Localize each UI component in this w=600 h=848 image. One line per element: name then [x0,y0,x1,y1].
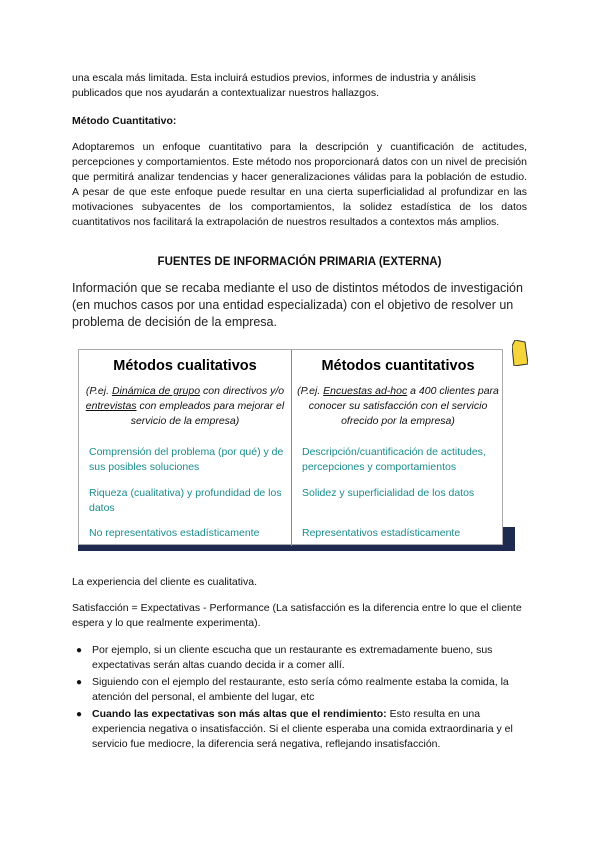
bullet-list [72,643,527,754]
intro-paragraph: una escala más limitada. Esta incluirá estudios previos, informes de industria y análisis publicados que nos ayudarán a contextualizar nuestros hallazgos. [72,72,476,99]
qualitative-row-2: Riqueza (cualitativa) y profundidad de los datos [89,487,282,514]
quantitative-row-1: Descripción/cuantificación de actitudes, percepciones y comportamientos [302,446,486,473]
qualitative-title: Métodos cualitativos [113,358,257,374]
quant-method-title: Método Cuantitativo: [72,115,177,127]
section-heading: FUENTES DE INFORMACIÓN PRIMARIA (EXTERNA) [157,256,442,268]
quantitative-row-2: Solidez y superficialidad de los datos [302,487,475,499]
quantitative-row-3: Representativos estadísticamente [302,527,461,539]
quantitative-example: (P.ej. Encuestas ad-hoc a 400 clientes para conocer su satisfacción con el servicio ofrecido por la empresa) [297,385,499,427]
methods-table [78,349,503,545]
quantitative-title: Métodos cuantitativos [321,358,475,374]
bullet-icon: ● [76,645,83,656]
quant-method-body: Adoptaremos un enfoque cuantitativo para la descripción y cuantificación de actitudes, percepciones y comportamientos. Este método nos proporcionará datos con un nivel de precisión que permitirá analizar tendencias y hacer generalizaciones válidas para la población de estudio. A pesar de que este enfoque puede resultar en una cierta superficialidad al profundizar en las motivaciones subyacentes de los comportamientos, la solidez estadística de los datos cuantitativos nos facilitará la extrapolación de nuestros resultados a contextos más amplios. [72,141,527,228]
list-item: ● Por ejemplo, si un cliente escucha que un restaurante es extremadamente bueno, sus expectativas serán altas cuando decida ir a comer allí. [76,644,493,671]
section-lead: Información que se recaba mediante el uso de distintos métodos de investigación (en muchos casos por una entidad especializada) con el objetivo de resolver un problema de decisión de la empresa. [72,281,523,329]
list-item: ● Siguiendo con el ejemplo del restaurante, esto sería cómo realmente estaba la comida, la atención del personal, el ambiente del lugar, etc [76,676,509,703]
experience-text: La experiencia del cliente es cualitativa. [72,576,258,588]
qualitative-row-1: Comprensión del problema (por qué) y de sus posibles soluciones [89,446,284,473]
satisfaction-text: Satisfacción = Expectativas - Performance (La satisfacción es la diferencia entre lo que el cliente espera y lo que realmente experimenta). [72,602,522,629]
list-item: ● Cuando las expectativas son más altas que el rendimiento: Esto resulta en una experiencia negativa o insatisfacción. Si el cliente esperaba una comida extraordinaria y el servicio fue mediocre, la diferencia será negativa, reflejando insatisfacción. [76,708,513,750]
bullet-icon: ● [76,677,83,688]
methods-comparison-figure [78,349,515,564]
qualitative-column [79,350,292,546]
sticky-note-icon [512,340,528,366]
quantitative-column [292,350,504,546]
bullet-icon: ● [76,709,83,720]
qualitative-example: (P.ej. Dinámica de grupo con directivos y/o entrevistas con empleados para mejorar el servicio de la empresa) [85,385,285,427]
figure-shadow-right [503,527,515,551]
qualitative-row-3: No representativos estadísticamente [89,527,260,539]
